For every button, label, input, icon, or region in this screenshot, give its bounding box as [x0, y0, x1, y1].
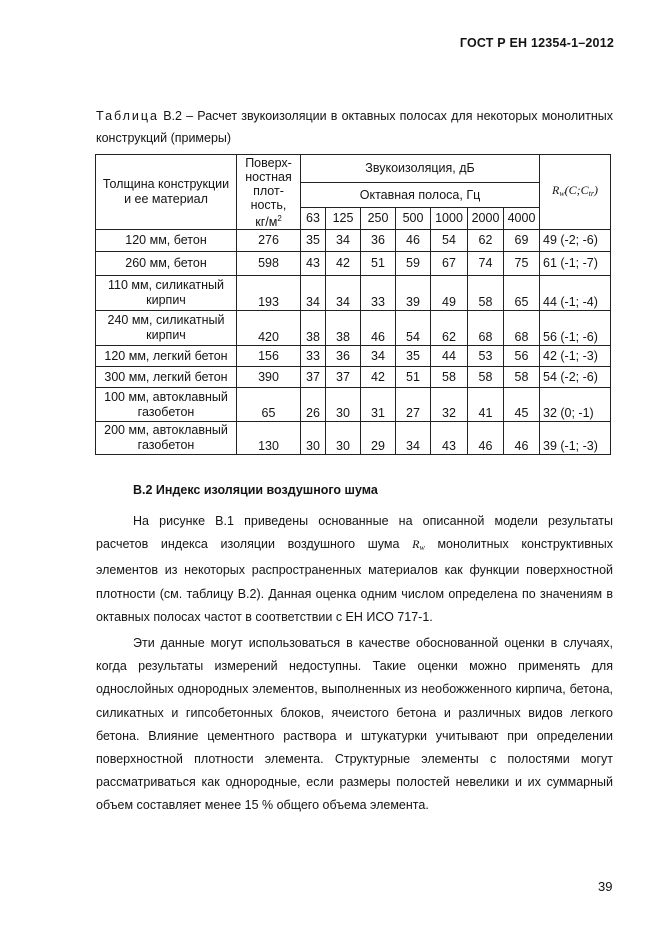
paragraph-1-start: На рисунке В.1 приведены основанные на описанной модели результаты расчетов индекса изоляции воздушного шума [96, 514, 613, 552]
cell-value: 62 [431, 311, 468, 346]
cell-value: 36 [361, 230, 396, 252]
cell-value: 35 [301, 230, 326, 252]
cell-value: 35 [396, 346, 431, 367]
cell-material: 300 мм, легкий бетон [96, 367, 237, 388]
cell-value: 42 [361, 367, 396, 388]
cell-value: 30 [326, 388, 361, 422]
cell-value: 33 [301, 346, 326, 367]
cell-value: 41 [468, 388, 504, 422]
rw-sub-tr: tr [588, 189, 595, 198]
header-density-line2: ностная [245, 169, 292, 184]
cell-material: 120 мм, легкий бетон [96, 346, 237, 367]
cell-value: 74 [468, 252, 504, 276]
cell-material: 260 мм, бетон [96, 252, 237, 276]
cell-rw: 39 (-1; -3) [540, 422, 611, 455]
cell-rw: 42 (-1; -3) [540, 346, 611, 367]
cell-value: 59 [396, 252, 431, 276]
cell-density: 598 [237, 252, 301, 276]
cell-rw: 44 (-1; -4) [540, 276, 611, 311]
cell-value: 53 [468, 346, 504, 367]
cell-value: 56 [504, 346, 540, 367]
header-freq: 1000 [431, 208, 468, 230]
cell-value: 46 [468, 422, 504, 455]
cell-value: 69 [504, 230, 540, 252]
cell-value: 43 [301, 252, 326, 276]
table-caption [96, 105, 613, 149]
table-row [96, 230, 611, 252]
table-row [96, 276, 611, 311]
cell-value: 33 [361, 276, 396, 311]
header-freq: 500 [396, 208, 431, 230]
cell-value: 68 [504, 311, 540, 346]
cell-value: 39 [396, 276, 431, 311]
table-row [96, 252, 611, 276]
rw-paren-open: (C;C [564, 183, 589, 197]
cell-density: 156 [237, 346, 301, 367]
header-density-line4: ность, [250, 197, 287, 212]
table-caption-text: – Расчет звукоизоляции в октавных полосах для некоторых монолитных конструкций (примеры) [96, 109, 613, 145]
cell-value: 37 [326, 367, 361, 388]
cell-density: 65 [237, 388, 301, 422]
cell-value: 75 [504, 252, 540, 276]
paragraph-1-end: монолитных конструктивных элементов из некоторых распространенных материалов как функции поверхностной плотности (см. таблицу В.2). Данная оценка одним числом определена по значениям в октавных полосах частот в соответствии с ЕН ИСО 717-1. [96, 537, 613, 624]
cell-value: 65 [504, 276, 540, 311]
cell-value: 67 [431, 252, 468, 276]
rw-inline-symbol: R [412, 537, 420, 552]
paragraph-2: Эти данные могут использоваться в качестве обоснованной оценки в случаях, когда результаты измерений недоступны. Такие оценки можно применять для однослойных однородных элементов, выполненных из необожженного кирпича, бетона, силикатных и гипсобетонных блоков, ячеистого бетона и различных видов легкого бетона. Влияние цементного раствора и штукатурки учитывают при определении поверхностной плотности элемента. Структурные элементы с полостями могут рассматриваться как однородные, если размеры полостей невелики и их суммарный объем составляет менее 15 % общего объема элемента. [96, 636, 613, 813]
cell-value: 31 [361, 388, 396, 422]
cell-value: 32 [431, 388, 468, 422]
rw-paren-close: ) [594, 183, 599, 197]
header-freq: 4000 [504, 208, 540, 230]
cell-value: 46 [396, 230, 431, 252]
rw-symbol-sub: w [559, 189, 565, 198]
cell-material: 110 мм, силикатный кирпич [96, 276, 237, 311]
cell-rw: 49 (-2; -6) [540, 230, 611, 252]
table-row [96, 388, 611, 422]
cell-rw: 61 (-1; -7) [540, 252, 611, 276]
cell-density: 193 [237, 276, 301, 311]
cell-material: 100 мм, автоклавный газобетон [96, 388, 237, 422]
cell-value: 51 [396, 367, 431, 388]
cell-value: 29 [361, 422, 396, 455]
cell-value: 49 [431, 276, 468, 311]
cell-value: 51 [361, 252, 396, 276]
cell-value: 34 [361, 346, 396, 367]
cell-density: 276 [237, 230, 301, 252]
cell-material: 200 мм, автоклавный газобетон [96, 422, 237, 455]
rw-symbol: R [551, 183, 560, 197]
header-density [237, 155, 301, 230]
cell-value: 34 [396, 422, 431, 455]
cell-value: 30 [301, 422, 326, 455]
cell-material: 120 мм, бетон [96, 230, 237, 252]
header-freq: 63 [301, 208, 326, 230]
cell-value: 46 [361, 311, 396, 346]
document-code: ГОСТ Р ЕН 12354-1–2012 [459, 36, 614, 50]
header-density-line1: Поверх- [245, 155, 292, 170]
cell-value: 38 [326, 311, 361, 346]
header-density-unit: кг/м [255, 214, 278, 229]
header-insulation: Звукоизоляция, дБ [301, 155, 540, 183]
cell-density: 390 [237, 367, 301, 388]
cell-value: 42 [326, 252, 361, 276]
cell-value: 58 [431, 367, 468, 388]
header-freq: 125 [326, 208, 361, 230]
cell-value: 58 [504, 367, 540, 388]
cell-value: 34 [326, 230, 361, 252]
cell-value: 68 [468, 311, 504, 346]
table-caption-number: В.2 [163, 109, 182, 123]
cell-value: 62 [468, 230, 504, 252]
cell-value: 46 [504, 422, 540, 455]
section-title: В.2 Индекс изоляции воздушного шума [133, 483, 378, 497]
sound-insulation-table [95, 154, 611, 455]
header-material: Толщина конструкции и ее материал [96, 155, 237, 230]
cell-rw: 54 (-2; -6) [540, 367, 611, 388]
cell-value: 44 [431, 346, 468, 367]
cell-value: 58 [468, 276, 504, 311]
cell-value: 58 [468, 367, 504, 388]
cell-value: 34 [326, 276, 361, 311]
cell-value: 45 [504, 388, 540, 422]
cell-value: 38 [301, 311, 326, 346]
cell-value: 54 [431, 230, 468, 252]
cell-value: 37 [301, 367, 326, 388]
header-rw [540, 155, 611, 230]
rw-inline-sub: w [419, 543, 425, 553]
table-row [96, 311, 611, 346]
page-number: 39 [598, 879, 613, 894]
cell-value: 27 [396, 388, 431, 422]
cell-value: 26 [301, 388, 326, 422]
header-freq: 2000 [468, 208, 504, 230]
cell-value: 36 [326, 346, 361, 367]
cell-value: 30 [326, 422, 361, 455]
header-density-line3: плот- [253, 183, 284, 198]
table-row [96, 422, 611, 455]
cell-density: 420 [237, 311, 301, 346]
header-freq: 250 [361, 208, 396, 230]
table-row [96, 346, 611, 367]
cell-material: 240 мм, силикатный кирпич [96, 311, 237, 346]
cell-value: 54 [396, 311, 431, 346]
cell-value: 43 [431, 422, 468, 455]
header-octave: Октавная полоса, Гц [301, 183, 540, 208]
table-caption-label: Таблица [96, 109, 160, 123]
cell-rw: 32 (0; -1) [540, 388, 611, 422]
table-row [96, 367, 611, 388]
header-density-unit-sup: 2 [277, 213, 282, 223]
cell-density: 130 [237, 422, 301, 455]
cell-value: 34 [301, 276, 326, 311]
paragraph-1 [96, 510, 613, 629]
cell-rw: 56 (-1; -6) [540, 311, 611, 346]
